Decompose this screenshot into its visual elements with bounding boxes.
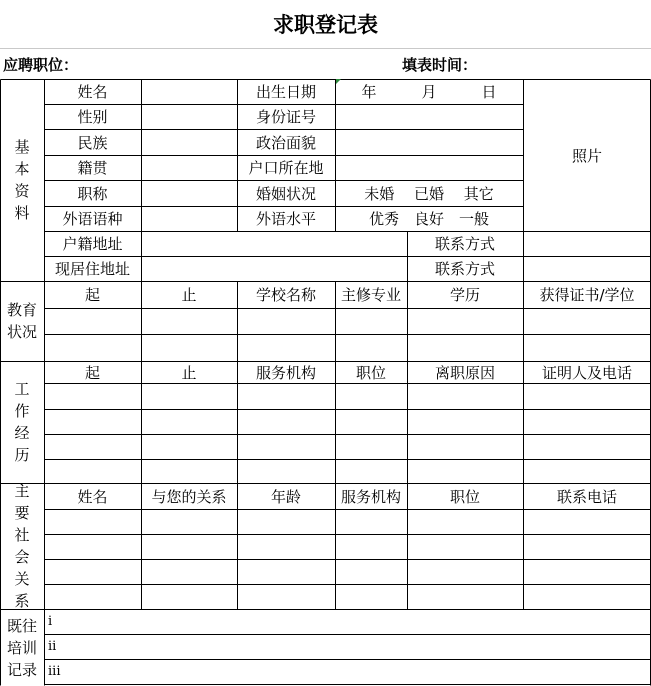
date-label: 填表时间： <box>402 56 478 74</box>
label-household-address: 户籍地址 <box>62 235 123 253</box>
work-header-leave-reason: 离职原因 <box>434 363 495 382</box>
label-contact-1: 联系方式 <box>434 235 495 253</box>
edu-header-school: 学校名称 <box>255 286 316 304</box>
work-header-to: 止 <box>181 363 197 382</box>
label-marital-status: 婚姻状况 <box>255 184 316 203</box>
position-label: 应聘职位： <box>3 56 79 74</box>
edu-header-certificate: 获得证书/学位 <box>539 286 635 304</box>
edu-header-to: 止 <box>181 286 197 304</box>
label-contact-2: 联系方式 <box>434 260 495 278</box>
edu-header-from: 起 <box>84 286 100 304</box>
label-birth-date: 出生日期 <box>255 83 316 101</box>
label-name: 姓名 <box>77 83 108 101</box>
photo-box: 照片 <box>571 146 602 165</box>
application-form-table <box>0 79 651 686</box>
label-hukou-location: 户口所在地 <box>248 159 324 177</box>
label-id-number: 身份证号 <box>255 108 316 126</box>
label-gender: 性别 <box>77 108 108 126</box>
social-header-name: 姓名 <box>77 487 108 506</box>
training-row-3: iii <box>48 664 61 679</box>
section-basic-info: 基 本 资 料 <box>14 138 30 222</box>
social-header-phone: 联系电话 <box>556 487 617 506</box>
work-header-from: 起 <box>84 363 100 382</box>
social-header-position: 职位 <box>449 487 480 506</box>
work-header-reference: 证明人及电话 <box>541 363 632 382</box>
label-current-address: 现居住地址 <box>54 260 130 278</box>
label-ethnicity: 民族 <box>77 133 108 152</box>
label-foreign-language: 外语语种 <box>62 210 123 228</box>
section-work-history: 工 作 经 历 <box>14 380 30 464</box>
section-education: 教育 状况 <box>6 301 37 341</box>
birth-date-format: 年 月 日 <box>361 83 497 101</box>
form-title: 求职登记表 <box>0 0 651 49</box>
social-header-employer: 服务机构 <box>340 487 401 506</box>
training-row-1: i <box>48 614 53 629</box>
social-header-age: 年龄 <box>270 487 301 506</box>
edu-header-degree: 学历 <box>449 286 480 304</box>
section-social-relations: 主 要 社 会 关 系 <box>14 483 30 609</box>
marital-options: 未婚 已婚 其它 <box>364 184 494 203</box>
work-header-position: 职位 <box>355 363 386 382</box>
language-level-options: 优秀 良好 一般 <box>368 210 489 228</box>
section-training: 既往 培训 记录 <box>6 616 37 679</box>
label-language-level: 外语水平 <box>255 210 316 228</box>
edu-header-major: 主修专业 <box>340 286 401 304</box>
work-header-employer: 服务机构 <box>255 363 316 382</box>
label-job-title: 职称 <box>77 184 108 203</box>
label-political-status: 政治面貌 <box>255 133 316 152</box>
social-header-relationship: 与您的关系 <box>151 487 227 506</box>
label-native-place: 籍贯 <box>77 159 108 177</box>
training-row-2: ii <box>48 639 57 654</box>
